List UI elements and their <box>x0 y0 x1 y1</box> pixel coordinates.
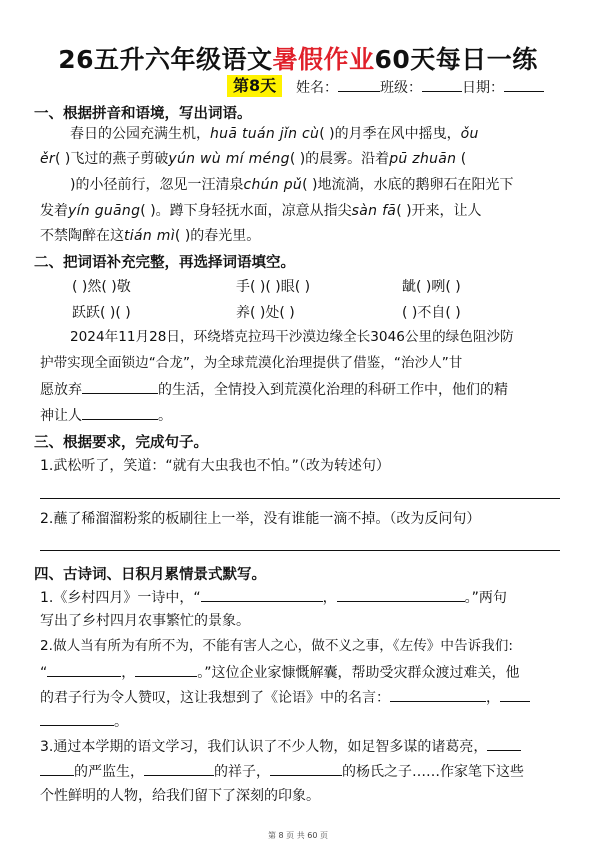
date-field[interactable] <box>504 77 544 92</box>
pinyin: pū zhuān <box>389 151 457 167</box>
title-prefix: 26五升六年级语文 <box>58 45 273 74</box>
answer-blank[interactable] <box>337 587 465 602</box>
text: 发着 <box>40 203 68 219</box>
word-item: ( )不自( ) <box>402 305 461 321</box>
answer-blank[interactable] <box>390 687 486 702</box>
text: ( )地流淌，水底的鹅卵石在阳光下 <box>302 177 514 193</box>
answer-blank[interactable] <box>82 379 158 394</box>
s4-q3-line-1 <box>40 736 562 757</box>
page-footer: 第 8 页 共 60 页 <box>268 831 328 840</box>
s4-q2-line-3 <box>40 687 562 708</box>
text: 愿放弃 <box>40 382 82 398</box>
text: 的君子行为令人赞叹，这让我想到了《论语》中的名言： <box>40 690 390 706</box>
word-item: 跃跃( )( ) <box>72 305 131 321</box>
answer-blank[interactable] <box>82 405 158 420</box>
text: ( )的晨雾。沿着 <box>289 151 390 167</box>
text: 。”这位企业家慷慨解囊，帮助受灾群众渡过难关，他 <box>197 665 520 681</box>
pinyin: yín guāng <box>68 203 141 219</box>
text: 的杨氏之子……作家笔下这些 <box>342 764 524 780</box>
day-info-row <box>0 74 596 98</box>
pinyin: sàn fā <box>351 203 397 219</box>
s2-passage-3 <box>40 379 562 400</box>
answer-blank[interactable] <box>201 587 323 602</box>
s1-line-3 <box>70 175 562 195</box>
pinyin: ǒu <box>460 126 479 142</box>
answer-blank[interactable] <box>47 662 121 677</box>
s3-question-2: 2.蘸了稀溜溜粉浆的板刷往上一举，没有谁能一滴不掉。（改为反问句） <box>40 511 481 527</box>
page-title <box>0 40 596 76</box>
day-badge: 第8天 <box>227 75 282 97</box>
class-field[interactable] <box>422 77 462 92</box>
section-4-heading: 四、古诗词、日积月累情景式默写。 <box>34 567 266 583</box>
s4-q3-line-2 <box>40 761 562 782</box>
student-info <box>296 77 544 97</box>
answer-blank[interactable] <box>500 687 530 702</box>
text: 的生活，全情投入到荒漠化治理的科研工作中，他们的精 <box>158 382 508 398</box>
pinyin: chún pǔ <box>243 177 303 193</box>
text: 的严监生， <box>74 764 144 780</box>
text: ， <box>121 665 136 681</box>
section-1-heading: 一、根据拼音和语境，写出词语。 <box>34 106 252 122</box>
text: 3.通过本学期的语文学习，我们认识了不少人物，如足智多谋的诸葛亮， <box>40 739 488 755</box>
text: 不禁陶醉在这 <box>40 228 124 244</box>
text: 1.《乡村四月》一诗中，“ <box>40 590 201 606</box>
text: )的小径前行，忽见一汪清泉 <box>70 177 244 193</box>
title-suffix: 60天每日一练 <box>374 45 538 74</box>
section-2-heading: 二、把词语补充完整，再选择词语填空。 <box>34 255 295 271</box>
date-label: 日期： <box>462 80 504 96</box>
answer-blank[interactable] <box>135 662 197 677</box>
answer-line[interactable] <box>40 550 560 551</box>
class-label: 班级： <box>380 80 422 96</box>
word-item: ( )然( )敬 <box>72 279 131 295</box>
text: ， <box>322 590 337 606</box>
text: 。”两句 <box>464 590 507 606</box>
text: 神让人 <box>40 408 82 424</box>
name-field[interactable] <box>338 77 380 92</box>
s2-passage-2: 护带实现全面锁边“合龙”，为全球荒漠化治理提供了借鉴，“治沙人”甘 <box>40 355 463 371</box>
text: “ <box>40 665 48 681</box>
text: ( )开来，让人 <box>396 203 482 219</box>
answer-blank[interactable] <box>487 736 521 751</box>
s2-passage-1: 2024年11月28日，环绕塔克拉玛干沙漠边缘全长3046公里的绿色阻沙防 <box>70 329 514 345</box>
text: ( )。蹲下身轻抚水面，凉意从指尖 <box>140 203 352 219</box>
text: ( )的春光里。 <box>174 228 261 244</box>
pinyin: huā tuán jǐn cù <box>210 126 320 142</box>
word-item: 龇( )咧( ) <box>402 279 461 295</box>
pinyin: yún wù mí méng <box>168 151 290 167</box>
pinyin: ěr <box>40 151 55 167</box>
text: ( )的月季在风中摇曳， <box>319 126 461 142</box>
answer-blank[interactable] <box>40 761 74 776</box>
s3-question-1: 1.武松听了，笑道：“就有大虫我也不怕。”（改为转述句） <box>40 458 390 474</box>
s4-q1-line-1 <box>40 587 562 608</box>
section-3-heading: 三、根据要求，完成句子。 <box>34 435 208 451</box>
answer-blank[interactable] <box>40 711 114 726</box>
text: 的祥子， <box>214 764 270 780</box>
s1-line-1 <box>70 124 562 144</box>
answer-line[interactable] <box>40 498 560 499</box>
pinyin: tián mì <box>124 228 175 244</box>
text: ( <box>456 151 467 167</box>
text: 春日的公园充满生机， <box>70 126 210 142</box>
s4-q2-line-4 <box>40 711 562 732</box>
name-label: 姓名： <box>296 80 338 96</box>
text: 。 <box>114 714 128 730</box>
s2-passage-4 <box>40 405 562 426</box>
s1-line-5 <box>40 226 562 246</box>
s4-q2-line-1: 2.做人当有所为有所不为，不能有害人之心，做不义之事，《左传》中告诉我们: <box>40 638 513 654</box>
s4-q2-line-2 <box>40 662 562 683</box>
answer-blank[interactable] <box>270 761 342 776</box>
word-item: 养( )处( ) <box>236 305 295 321</box>
text: ( )飞过的燕子剪破 <box>54 151 169 167</box>
s4-q3-line-3: 个性鲜明的人物，给我们留下了深刻的印象。 <box>40 788 320 804</box>
s4-q1-line-2: 写出了乡村四月农事繁忙的景象。 <box>40 613 250 629</box>
s1-line-4 <box>40 201 562 221</box>
word-item: 手( )( )眼( ) <box>236 279 311 295</box>
text: 。 <box>158 408 172 424</box>
answer-blank[interactable] <box>144 761 214 776</box>
title-accent: 暑假作业 <box>272 45 375 74</box>
s1-line-2 <box>40 149 562 169</box>
text: ， <box>486 690 500 706</box>
